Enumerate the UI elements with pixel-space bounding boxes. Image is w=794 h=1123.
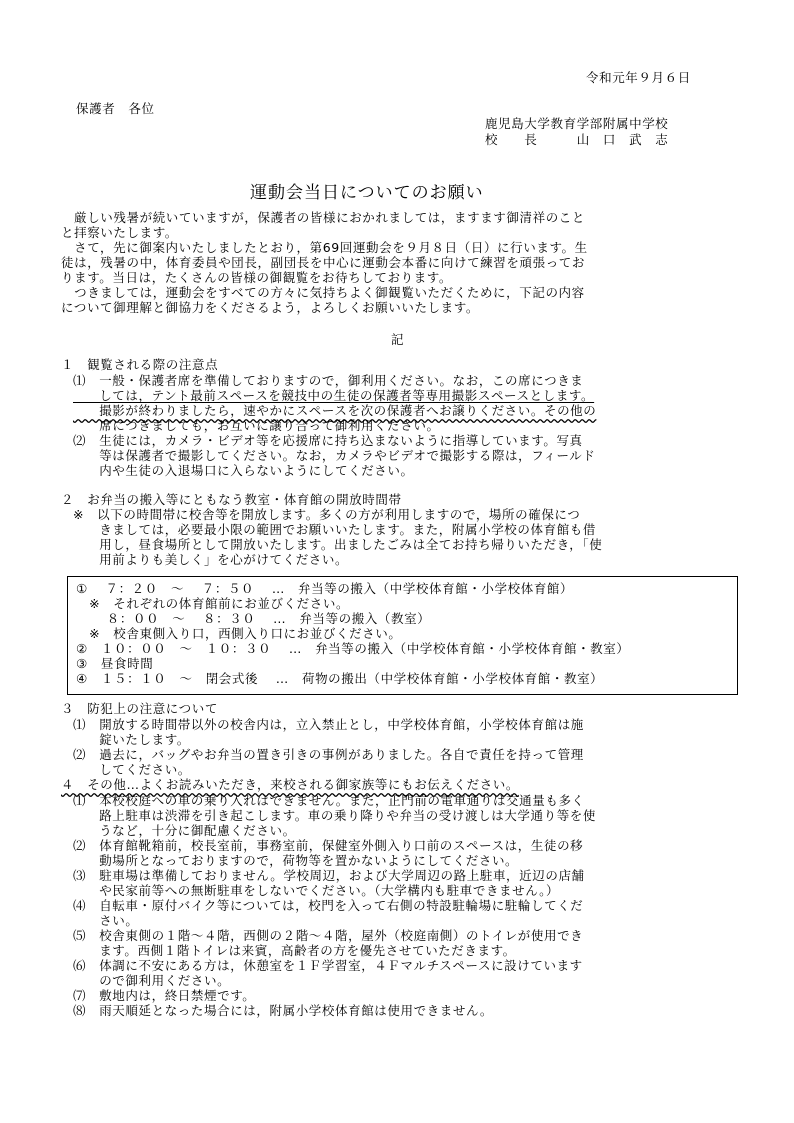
section-4-line: うなど，十分に御配慮ください。 xyxy=(73,823,296,838)
section-1-line: ⑴ 一般・保護者席を準備しておりますので，御利用ください。なお，この席につきま xyxy=(73,373,584,388)
intro-line: ります。当日は，たくさんの皆様の御観覧をお待ちしております。 xyxy=(61,270,453,285)
intro-line: さて，先に御案内いたしましたとおり，第69回運動会を９月８日（日）に行います。生 xyxy=(61,240,588,255)
section-4-line: ⑺ 敷地内は，終日禁煙です。 xyxy=(73,988,256,1003)
page-title: 運動会当日についてのお願い xyxy=(250,183,484,203)
intro-line: つきましては，運動会をすべての方々に気持ちよく御観覧いただくために，下記の内容 xyxy=(61,285,585,300)
section-4-line: ので御利用ください。 xyxy=(73,973,231,988)
principal-name: 校 長 山 口 武 志 xyxy=(485,132,669,147)
schedule-line: ※ それぞれの体育館前にお並びください。 xyxy=(76,596,350,611)
section-4-line: ⑷ 自転車・原付バイク等については，校門を入って右側の特設駐輪場に駐輪してくだ xyxy=(73,898,584,913)
section-2-line: ※ 以下の時間帯に校舎等を開放します。多くの方が利用しますので，場所の確保につ xyxy=(73,507,581,522)
intro-line: 厳しい残暑が続いていますが，保護者の皆様におかれましては，ますます御清祥のこと xyxy=(61,210,586,225)
section-4-line: ⑶ 駐車場は準備しておりません。学校周辺，および大学周辺の路上駐車，近辺の店舗 xyxy=(73,868,585,883)
intro-line: について御理解と御協力をくださるよう，よろしくお願いいたします。 xyxy=(61,300,479,315)
section-4-line: ⑵ 体育館靴箱前，校長室前，事務室前，保健室外側入り口前のスペースは，生徒の移 xyxy=(73,838,584,853)
addressee: 保護者 各位 xyxy=(76,101,155,116)
section-3-line: してください。 xyxy=(73,762,191,777)
section-2-heading: ２ お弁当の搬入等にともなう教室・体育館の開放時間帯 xyxy=(61,492,402,507)
section-4-line: ⑹ 体調に不安にある方は，休憩室を１Ｆ学習室，４Ｆマルチスペースに設けています xyxy=(73,958,583,973)
school-name: 鹿児島大学教育学部附属中学校 xyxy=(485,116,669,131)
section-2-line: きましては，必要最小限の範囲でお願いいたします。また，附属小学校の体育館も借 xyxy=(73,522,597,537)
section-1-line: 撮影が終わりましたら，速やかにスペースを次の保護者へお譲りください。その他の xyxy=(73,403,597,418)
ki-heading: 記 xyxy=(391,332,405,347)
section-3-heading: ３ 防犯上の注意について xyxy=(61,701,218,716)
section-4-line: 路上駐車は渋滞を引き起こします。車の乗り降りや弁当の受け渡しは大学通り等を使 xyxy=(73,808,597,823)
section-1-line: ⑵ 生徒には，カメラ・ビデオ等を応援席に持ち込まないように指導しています。写真 xyxy=(73,433,583,448)
section-1-line: 内や生徒の入退場口に入らないようにしてください。 xyxy=(73,463,414,478)
section-1-line: 席につきましても，お互いに譲り合って御利用ください。 xyxy=(73,418,440,433)
schedule-line: ④ １５：１０ ～ 閉会式後 … 荷物の搬出（中学校体育館・小学校体育館・教室） xyxy=(76,671,604,686)
section-2-line: 用前よりも美しく」を心がけてください。 xyxy=(73,552,349,567)
section-4-line: ⑸ 校舎東側の１階～４階，西側の２階～４階，屋外（校庭南側）のトイレが使用でき xyxy=(73,928,584,943)
section-4-heading: ４ その他…よくお読みいただき，来校される御家族等にもお伝えください。 xyxy=(61,777,520,792)
section-4-line: ⑻ 雨天順延となった場合には，附属小学校体育館は使用できません。 xyxy=(73,1003,493,1018)
section-4-line: や民家前等への無断駐車をしないでください。（大学構内も駐車できません。） xyxy=(73,883,560,898)
schedule-line: ① ７：２０ ～ ７：５０ … 弁当等の搬入（中学校体育館・小学校体育館） xyxy=(76,581,574,596)
section-4-line: さい。 xyxy=(73,913,139,928)
section-1-line: しては，テント最前スペースを競技中の生徒の保護者等専用撮影スペースとします。 xyxy=(73,388,595,403)
schedule-line: ② １０：００ ～ １０：３０ … 弁当等の搬入（中学校体育館・小学校体育館・教室） xyxy=(76,641,630,656)
document-date: 令和元年９月６日 xyxy=(586,70,691,85)
intro-line: 徒は，残暑の中，体育委員や団長，副団長を中心に運動会本番に向けて練習を頑張ってお xyxy=(61,255,586,270)
section-3-line: ⑴ 開放する時間帯以外の校舎内は，立入禁止とし，中学校体育館，小学校体育館は施 xyxy=(73,717,584,732)
schedule-line: ※ 校舎東側入り口，西側入り口にお並びください。 xyxy=(76,626,402,641)
section-4-line: ます。西側１階トイレは来賓，高齢者の方を優先させていただきます。 xyxy=(73,943,516,958)
section-2-line: 用し，昼食場所として開放いたします。出ましたごみは全てお持ち帰りいただき，「使 xyxy=(73,537,603,552)
section-3-line: ⑵ 過去に，バッグやお弁当の置き引きの事例がありました。各自で責任を持って管理 xyxy=(73,747,584,762)
section-4-line: 動場所となっておりますので，荷物等を置かないようにしてください。 xyxy=(73,853,519,868)
section-1-heading: １ 観覧される際の注意点 xyxy=(61,357,219,372)
section-3-line: 錠いたします。 xyxy=(73,732,190,747)
section-1-line: 等は保護者で撮影してください。なお，カメラやビデオで撮影する際は，フィールド xyxy=(73,448,596,463)
schedule-line: ８：００ ～ ８：３０ … 弁当等の搬入（教室） xyxy=(76,611,431,626)
section-4-line: ⑴ 本校校庭への車の乗り入れはできません。また，正門前の電車通りは交通量も多く xyxy=(73,793,585,808)
intro-line: と拝察いたします。 xyxy=(61,225,178,240)
schedule-line: ③ 昼食時間 xyxy=(76,656,154,671)
